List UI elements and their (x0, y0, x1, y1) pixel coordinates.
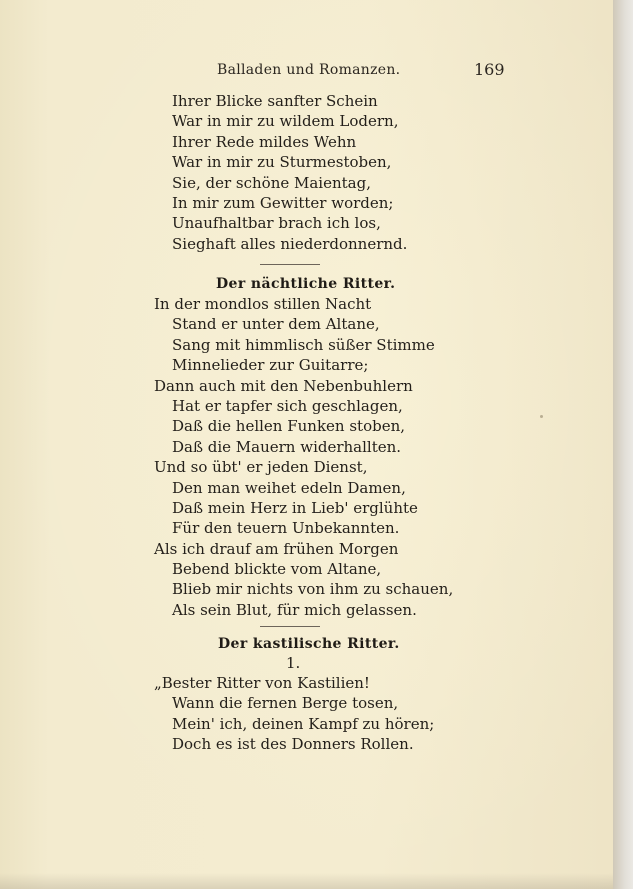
verse-line: Sie, der schöne Maientag, (172, 173, 371, 192)
verse-line: Sieghaft alles niederdonnernd. (172, 234, 408, 253)
verse-line: Doch es ist des Donners Rollen. (172, 735, 414, 754)
poem-nightly-knight (154, 294, 453, 620)
verse-line: War in mir zu Sturmestoben, (172, 153, 392, 172)
section-title-nightly-knight: Der nächtliche Ritter. (216, 276, 396, 292)
verse-line: Für den teuern Unbekannten. (172, 519, 400, 538)
verse-line: Als sein Blut, für mich gelassen. (172, 600, 417, 619)
verse-line: Mein' ich, deinen Kampf zu hören; (172, 714, 435, 733)
verse-line: Hat er tapfer sich geschlagen, (172, 396, 403, 415)
verse-line: Ihrer Rede mildes Wehn (172, 132, 357, 151)
verse-line: Stand er unter dem Altane, (172, 315, 380, 334)
verse-line: Bebend blickte vom Altane, (172, 560, 382, 579)
paper-speck (540, 415, 543, 418)
verse-line: In mir zum Gewitter worden; (172, 193, 394, 212)
verse-line: Daß die Mauern widerhallten. (172, 437, 402, 456)
page-number: 169 (474, 60, 505, 79)
section-title-castilian-knight: Der kastilische Ritter. (218, 636, 400, 652)
verse-line: Dann auch mit den Nebenbuhlern (154, 376, 413, 395)
section-divider (260, 264, 320, 265)
running-head: Balladen und Romanzen. (217, 62, 401, 78)
verse-line: Daß mein Herz in Lieb' erglühte (172, 498, 418, 517)
verse-line: Blieb mir nichts von ihm zu schauen, (172, 580, 454, 599)
verse-line: Wann die fernen Berge tosen, (172, 694, 399, 713)
verse-line: War in mir zu wildem Lodern, (172, 112, 399, 131)
poem-castilian-knight (154, 673, 434, 755)
part-number: 1. (286, 654, 301, 672)
section-divider (260, 626, 320, 627)
verse-line: Minnelieder zur Guitarre; (172, 356, 369, 375)
verse-line: „Bester Ritter von Kastilien! (154, 674, 370, 692)
page-bottom-shadow (0, 873, 613, 889)
verse-line: Den man weihet edeln Damen, (172, 478, 406, 497)
verse-line: Ihrer Blicke sanfter Schein (172, 92, 378, 110)
verse-line: Unaufhaltbar brach ich los, (172, 214, 381, 233)
verse-line: Sang mit himmlisch süßer Stimme (172, 335, 435, 354)
verse-line: Und so übt' er jeden Dienst, (154, 458, 368, 477)
page-edge-shadow (613, 0, 633, 889)
verse-line: In der mondlos stillen Nacht (154, 295, 372, 313)
stanza-top (172, 91, 407, 254)
verse-line: Daß die hellen Funken stoben, (172, 417, 406, 436)
verse-line: Als ich drauf am frühen Morgen (154, 539, 399, 558)
